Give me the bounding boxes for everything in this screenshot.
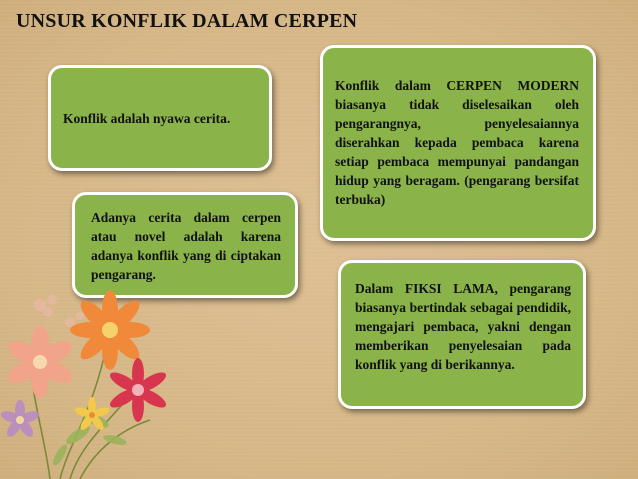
text-box-content: Dalam FIKSI LAMA, pengarang biasanya bertindak sebagai pendidik, mengajari pembaca, yakni dengan memberikan penyelesaian pada konflik yang di berikannya. bbox=[355, 281, 571, 372]
flower-decoration-icon bbox=[0, 270, 200, 479]
slide-title: UNSUR KONFLIK DALAM CERPEN bbox=[16, 10, 358, 32]
text-box-fiksi-lama bbox=[338, 260, 586, 409]
text-box-cerpen-modern bbox=[320, 45, 596, 241]
text-box-konflik-nyawa bbox=[48, 65, 272, 171]
text-box-content: Konflik adalah nyawa cerita. bbox=[63, 110, 231, 126]
text-box-content: Adanya cerita dalam cerpen atau novel adalah karena adanya konflik yang di ciptakan pengarang. bbox=[91, 210, 281, 282]
text-box-content: Konflik dalam CERPEN MODERN biasanya tidak diselesaikan oleh pengarangnya, penyelesaiannya diserahkan kepada pembaca karena setiap pembaca mempunyai pandangan hidup yang beragam. (pengarang bersifat terbuka) bbox=[335, 78, 579, 207]
